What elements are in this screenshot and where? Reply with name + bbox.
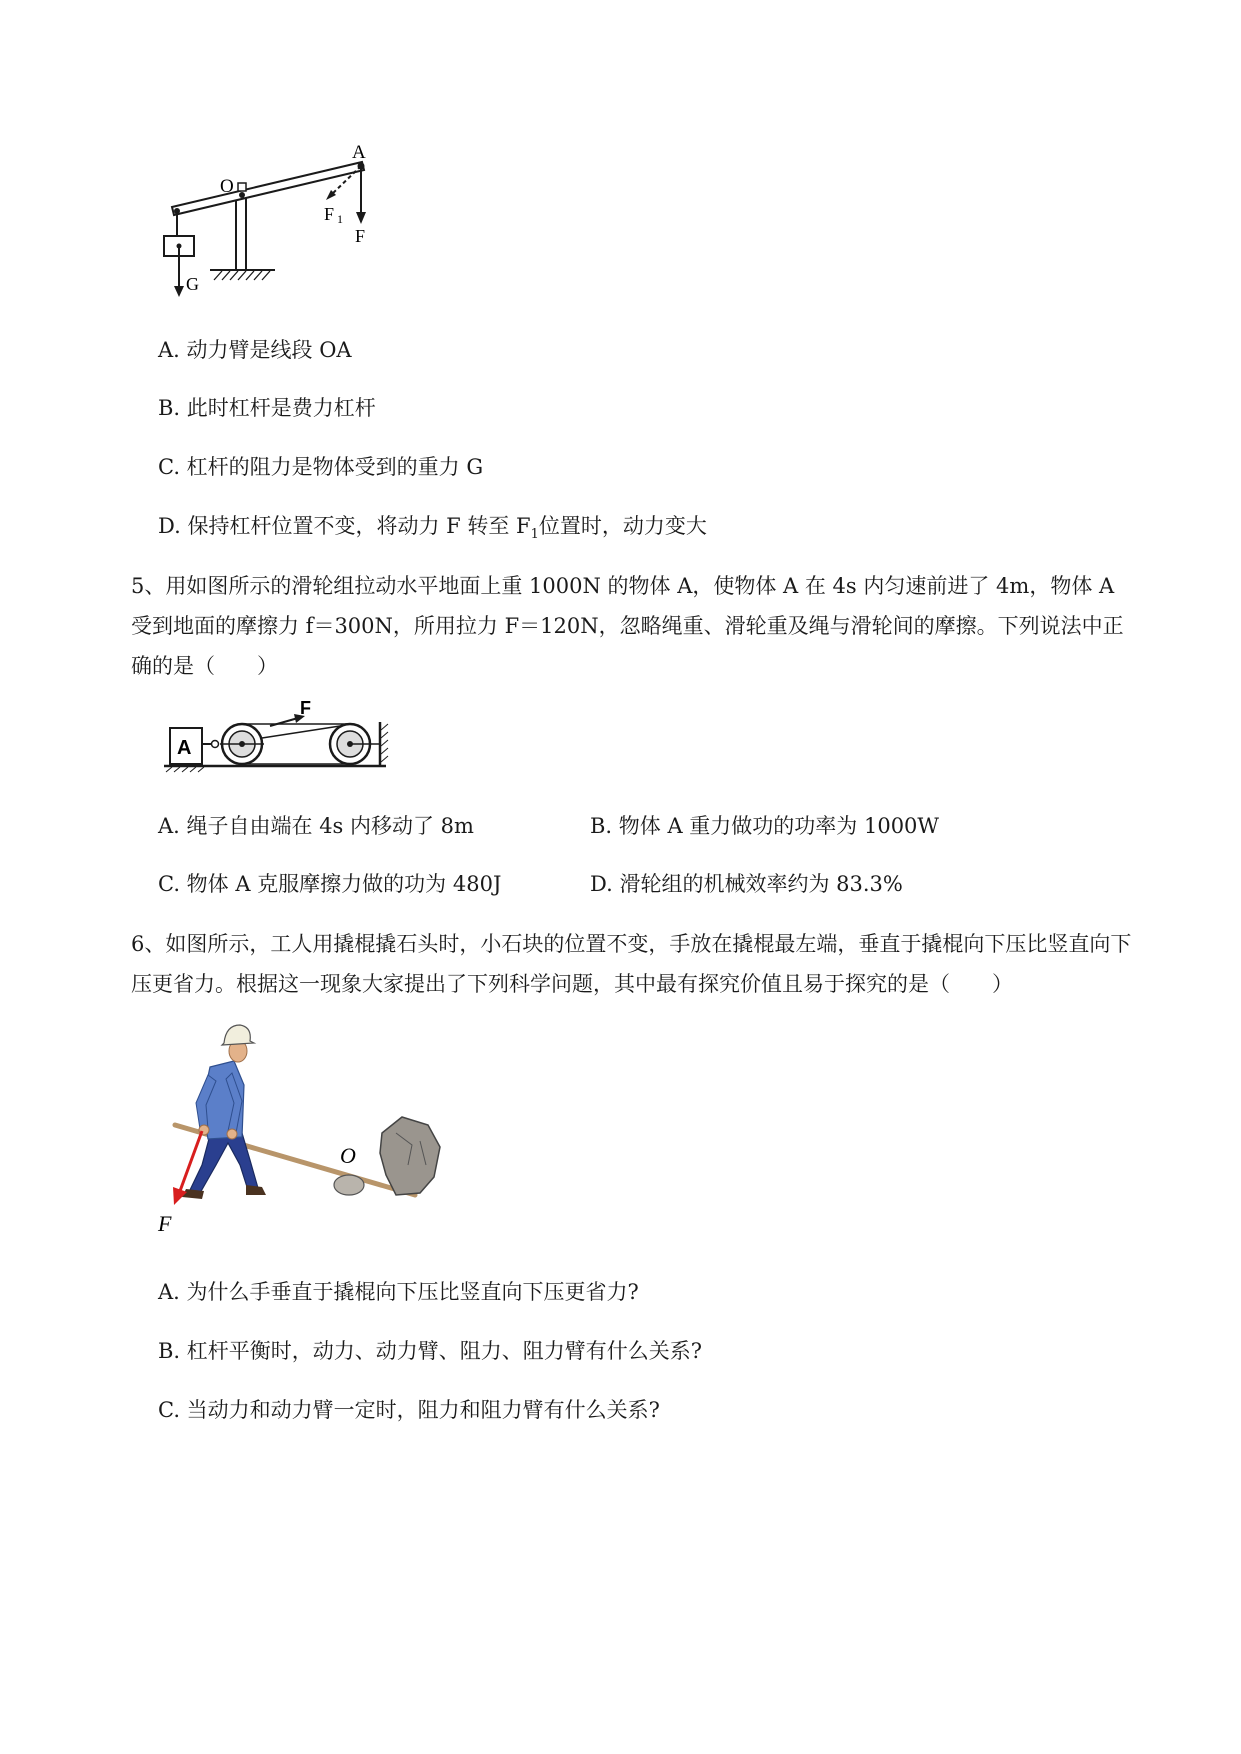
pivot-box xyxy=(238,183,246,191)
label-a: A xyxy=(352,142,366,163)
label-pull-f: F xyxy=(300,700,311,718)
q5-option-c: C. 物体 A 克服摩擦力做的功为 480J xyxy=(158,872,502,896)
support-post xyxy=(236,196,246,270)
label-block-a: A xyxy=(177,737,192,759)
lever-bar xyxy=(172,162,364,215)
fixed-pulley xyxy=(330,724,380,764)
q4-option-c: C. 杠杆的阻力是物体受到的重力 G xyxy=(158,455,484,479)
q5-stem: 5、用如图所示的滑轮组拉动水平地面上重 1000N 的物体 A，使物体 A 在 4s 内匀速前进了 4m，物体 A 受到地面的摩擦力 f＝300N，所用拉力 F＝120N，忽略绳重、滑轮重及绳与滑轮间的摩擦。下列说法中正确的是（ ） xyxy=(131,574,1124,678)
small-stone xyxy=(334,1175,364,1195)
q4-option-d-post: 位置时，动力变大 xyxy=(538,514,707,538)
q6-option-b: B. 杠杆平衡时，动力、动力臂、阻力、阻力臂有什么关系? xyxy=(158,1339,703,1363)
label-force-f: F xyxy=(158,1211,172,1236)
worker-legs xyxy=(190,1133,258,1193)
q4-option-a: A. 动力臂是线段 OA xyxy=(158,338,352,362)
label-f1: F xyxy=(324,204,335,224)
movable-pulley xyxy=(220,724,264,764)
label-g: G xyxy=(186,274,199,294)
q6-stem: 6、如图所示，工人用撬棍撬石头时，小石块的位置不变，手放在撬棍最左端，垂直于撬棍向下压比竖直向下压更省力。根据这一现象大家提出了下列科学问题，其中最有探究价值且易于探究的是（ ） xyxy=(131,932,1132,996)
q4-option-d xyxy=(158,512,707,549)
q4-option-d-sub: 1 xyxy=(530,527,539,543)
pivot-point xyxy=(239,192,245,198)
lever-figure xyxy=(150,140,410,310)
q6-option-a: A. 为什么手垂直于撬棍向下压比竖直向下压更省力? xyxy=(158,1280,639,1304)
crowbar-figure xyxy=(150,1015,450,1245)
q5-option-a: A. 绳子自由端在 4s 内移动了 8m xyxy=(158,814,474,838)
q4-option-d-pre: D. 保持杠杆位置不变，将动力 F 转至 F xyxy=(158,514,531,538)
q4-option-b: B. 此时杠杆是费力杠杆 xyxy=(158,396,376,420)
pulley-figure xyxy=(160,700,400,780)
q5-option-d: D. 滑轮组的机械效率约为 83.3% xyxy=(590,872,903,896)
label-pivot-o: O xyxy=(340,1143,356,1168)
label-f: F xyxy=(355,226,366,246)
q6-option-c: C. 当动力和动力臂一定时，阻力和阻力臂有什么关系? xyxy=(158,1398,660,1422)
hard-hat xyxy=(222,1025,254,1045)
pull-f-arrow xyxy=(270,718,298,726)
q5-option-b: B. 物体 A 重力做功的功率为 1000W xyxy=(590,814,940,838)
label-f1-sub: 1 xyxy=(337,212,343,226)
label-o: O xyxy=(220,176,234,197)
ground-hatch xyxy=(214,271,270,280)
